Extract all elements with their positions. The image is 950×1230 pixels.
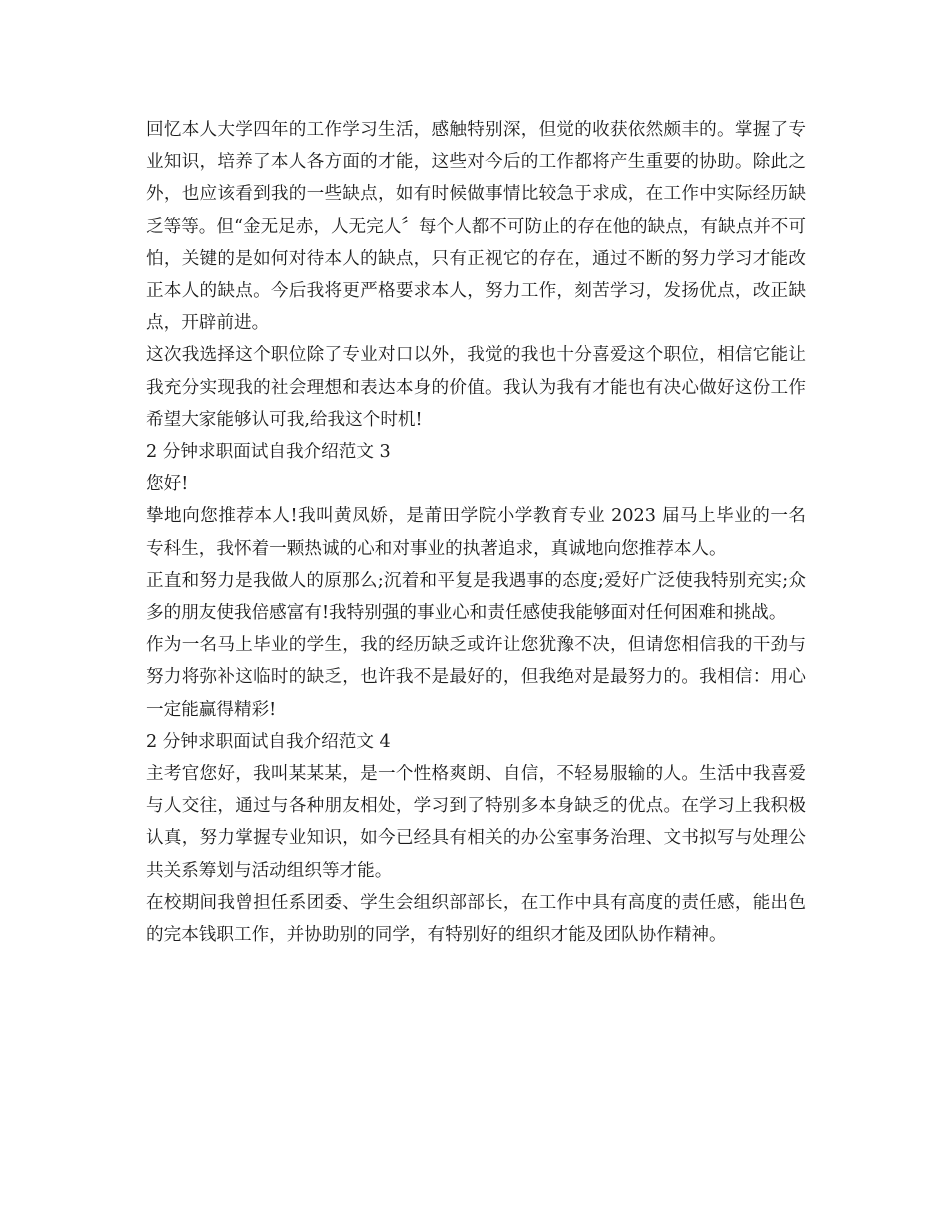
paragraph-introduction: 主考官您好，我叫某某某，是一个性格爽朗、自信，不轻易服输的人。生活中我喜爱与人交往，通过与各种朋友相处，学习到了特别多本身缺乏的优点。在学习上我积极认真，努力掌握专业知识，如今已经具有相关的办公室事务治理、文书拟写与处理公共关系筹划与活动组织等才能。 bbox=[146, 764, 806, 881]
paragraph-review: 回忆本人大学四年的工作学习生活，感触特别深，但觉的收获依然颇丰的。掌握了专业知识，培养了本人各方面的才能，这些对今后的工作都将产生重要的协助。除此之外，也应该看到我的一些缺点，如有时候做事情比较急于求成，在工作中实际经历缺乏等等。但“金无足赤，人无完人〞每个人都不可防止的存在他的缺点，有缺点并不可怕，关键的是如何对待本人的缺点，只有正视它的存在，通过不断的努力学习才能改正本人的缺点。今后我将更严格要求本人，努力工作，刻苦学习，发扬优点，改正缺点，开辟前进。 bbox=[146, 120, 806, 334]
section-heading-3: 2 分钟求职面试自我介绍范文 3 bbox=[146, 442, 391, 463]
paragraph-campus-experience: 在校期间我曾担任系团委、学生会组织部部长，在工作中具有高度的责任感，能出色的完本钱职工作，并协助别的同学，有特别好的组织才能及团队协作精神。 bbox=[146, 892, 806, 946]
paragraph-greeting: 您好! bbox=[146, 474, 189, 495]
document-page bbox=[146, 114, 806, 951]
paragraph-position-choice: 这次我选择这个职位除了专业对口以外，我觉的我也十分喜爱这个职位，相信它能让我充分实现我的社会理想和表达本身的价值。我认为我有才能也有决心做好这份工作希望大家能够认可我,给我这个时机! bbox=[146, 345, 806, 430]
paragraph-effort: 作为一名马上毕业的学生，我的经历缺乏或许让您犹豫不决，但请您相信我的干劲与努力将弥补这临时的缺乏，也许我不是最好的，但我绝对是最努力的。我相信：用心一定能赢得精彩! bbox=[146, 635, 806, 720]
section-heading-4: 2 分钟求职面试自我介绍范文 4 bbox=[146, 731, 391, 752]
paragraph-character: 正直和努力是我做人的原那么;沉着和平复是我遇事的态度;爱好广泛使我特别充实;众多的朋友使我倍感富有!我特别强的事业心和责任感使我能够面对任何困难和挑战。 bbox=[146, 570, 806, 624]
paragraph-self-recommend: 挚地向您推荐本人!我叫黄凤娇，是莆田学院小学教育专业 2023 届马上毕业的一名专科生，我怀着一颗热诚的心和对事业的执著追求，真诚地向您推荐本人。 bbox=[146, 506, 806, 559]
